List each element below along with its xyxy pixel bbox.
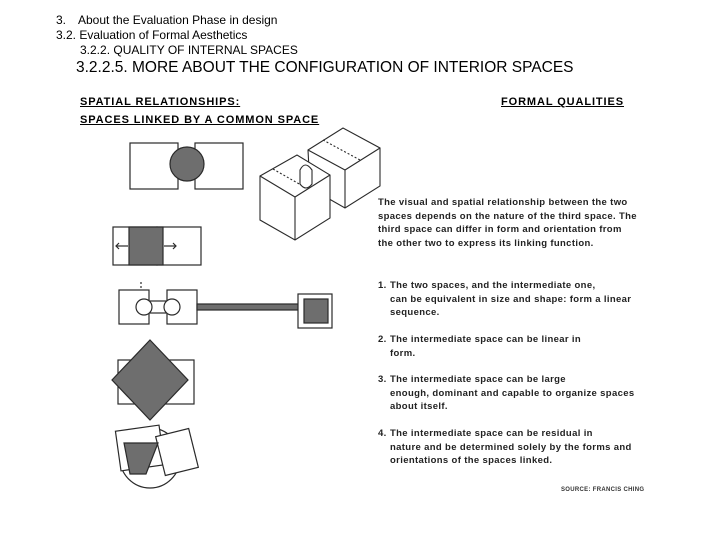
formal-qualities-heading: FORMAL QUALITIES <box>501 96 624 108</box>
breadcrumb-subsection: 3.2.2. QUALITY OF INTERNAL SPACES <box>80 43 298 57</box>
page-title: 3.2.2.5. MORE ABOUT THE CONFIGURATION OF INTERIOR SPACES <box>76 59 574 76</box>
list-item: 2. The intermediate space can be linear in form. <box>378 334 582 359</box>
diagram-isometric-cubes <box>260 128 380 240</box>
diagram-common-circle <box>130 143 243 189</box>
diagram-linear-link <box>119 282 332 328</box>
diagram-link-circle <box>170 147 204 181</box>
diagram-dominant-link <box>112 340 194 420</box>
list-item: 3. The intermediate space can be large enough, dominant and capable to organize spaces about itself. <box>378 374 635 412</box>
source-credit: SOURCE: FRANCIS CHING <box>561 487 645 493</box>
spatial-relationships-heading: SPATIAL RELATIONSHIPS: <box>80 96 241 108</box>
intro-paragraph: The visual and spatial relationship between the two spaces depends on the nature of the third space. The third space can differ in form and orientation from the other two to express its linking function. <box>378 197 637 249</box>
diagram-linear-sequence <box>113 227 201 265</box>
diagram-residual-link <box>115 425 198 488</box>
breadcrumb-section: 3.2. Evaluation of Formal Aesthetics <box>56 28 248 42</box>
linked-spaces-heading: SPACES LINKED BY A COMMON SPACE <box>80 114 320 126</box>
chapter-title: About the Evaluation Phase in design <box>78 13 278 27</box>
list-item: 4. The intermediate space can be residual in nature and be determined solely by the forms and orientations of the spaces linked. <box>378 428 632 466</box>
chapter-number: 3. <box>56 13 67 27</box>
list-item: 1. The two spaces, and the intermediate one, can be equivalent in size and shape: form a linear sequence. <box>378 280 632 318</box>
